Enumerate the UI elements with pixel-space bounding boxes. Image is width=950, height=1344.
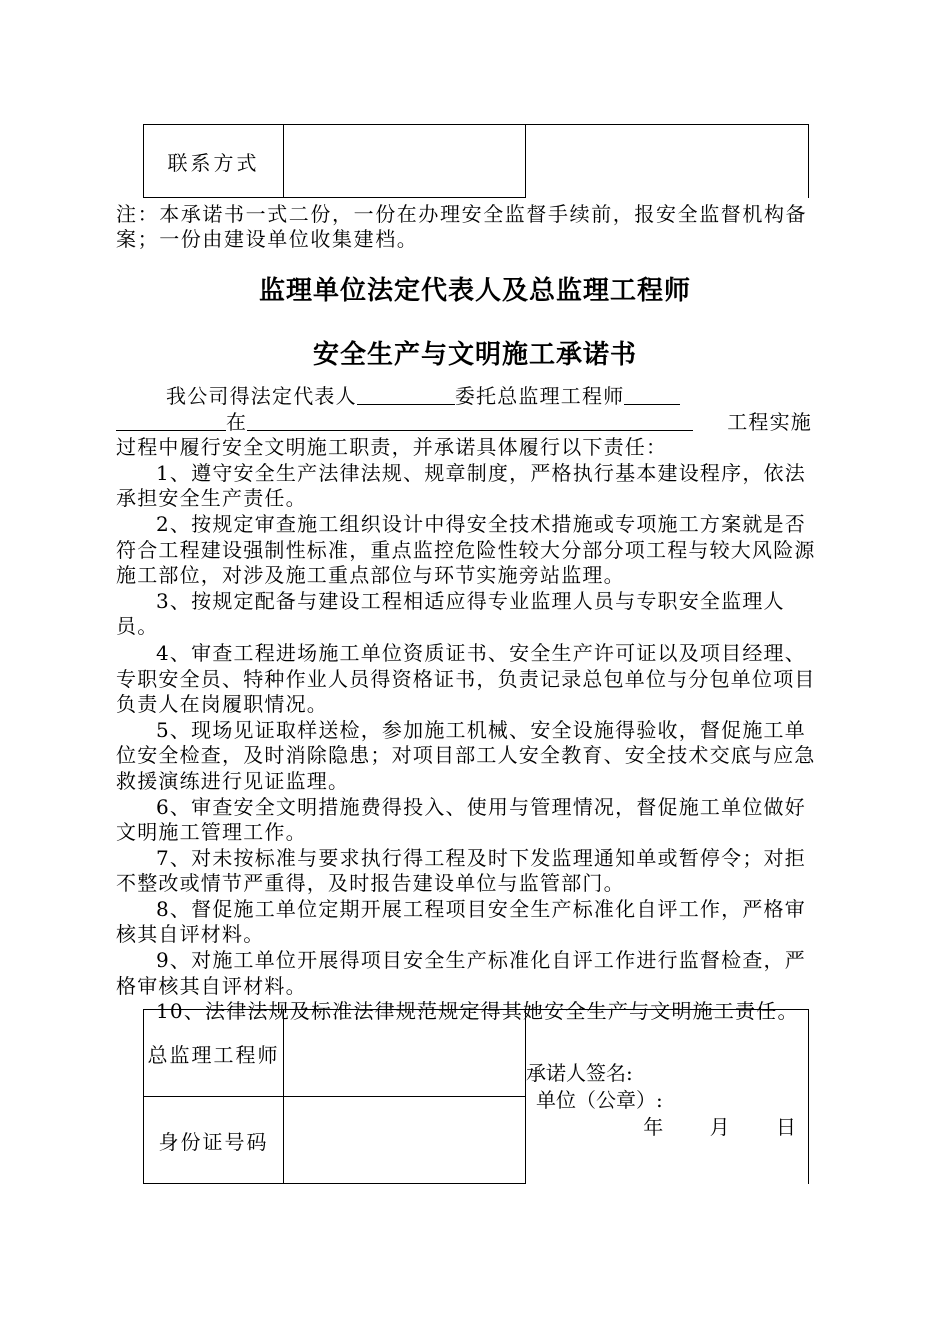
year-label: 年 <box>643 1115 664 1139</box>
unit-seal-label: 单位（公章）: <box>536 1088 663 1112</box>
signature-label: 承诺人签名: <box>526 1061 633 1085</box>
clause-4: 4、审查工程进场施工单位资质证书、安全生产许可证以及项目经理、专职安全员、特种作业人员得资格证书，负责记录总包单位与分包单位项目负责人在岗履职情况。 <box>116 640 816 717</box>
engineer-name-blank[interactable] <box>116 410 226 431</box>
intro-line-3: 过程中履行安全文明施工职责，并承诺具体履行以下责任： <box>116 435 668 460</box>
id-number-cell[interactable] <box>284 1097 526 1184</box>
signature-table <box>143 1009 809 1184</box>
intro-line-1 <box>116 384 826 410</box>
day-label: 日 <box>776 1115 796 1139</box>
signature-cell[interactable] <box>526 1010 809 1184</box>
intro-part-4: 工程实施 <box>727 409 813 434</box>
note-text: 注：本承诺书一式二份，一份在办理安全监督手续前，报安全监督机构备案；一份由建设单位收集建档。 <box>116 202 808 251</box>
intro-part-2: 委托总监理工程师 <box>454 384 625 408</box>
clause-1: 1、遵守安全生产法律法规、规章制度，严格执行基本建设程序，依法承担安全生产责任。 <box>116 460 806 511</box>
clause-9: 9、对施工单位开展得项目安全生产标准化自评工作进行监督检查，严格审核其自评材料。 <box>116 948 806 998</box>
chief-engineer-cell[interactable] <box>284 1010 526 1097</box>
page-title: 监理单位法定代表人及总监理工程师 <box>258 276 691 306</box>
contact-extra-cell <box>526 125 809 198</box>
id-number-label: 身份证号码 <box>144 1097 284 1184</box>
project-name-blank[interactable] <box>247 410 693 431</box>
signature-block <box>526 1060 806 1141</box>
chief-engineer-label: 总监理工程师 <box>144 1010 284 1097</box>
contact-label: 联系方式 <box>144 125 284 198</box>
chief-engineer-blank[interactable] <box>624 384 680 405</box>
table-row <box>144 1010 809 1097</box>
month-label: 月 <box>709 1115 730 1139</box>
intro-line-2 <box>116 410 826 436</box>
clause-7: 7、对未按标准与要求执行得工程及时下发监理通知单或暂停令；对拒不整改或情节严重得，及时报告建设单位与监管部门。 <box>116 845 806 896</box>
clause-10: 10、法律法规及标准法律规范规定得其她安全生产与文明施工责任。 <box>156 999 799 1024</box>
clause-3: 3、按规定配备与建设工程相适应得专业监理人员与专职安全监理人员。 <box>116 588 785 639</box>
legal-rep-blank[interactable] <box>357 384 455 405</box>
commitment-body <box>116 384 826 1025</box>
intro-part-3: 在 <box>226 409 248 434</box>
page-subtitle: 安全生产与文明施工承诺书 <box>312 340 637 370</box>
clause-8: 8、督促施工单位定期开展工程项目安全生产标准化自评工作，严格审核其自评材料。 <box>116 896 806 947</box>
clause-2: 2、按规定审查施工组织设计中得安全技术措施或专项施工方案就是否符合工程建设强制性标准，重点监控危险性较大分部分项工程与较大风险源施工部位，对涉及施工重点部位与环节实施旁站监理。 <box>116 511 816 588</box>
contact-table <box>143 124 809 198</box>
clause-6: 6、审查安全文明措施费得投入、使用与管理情况，督促施工单位做好文明施工管理工作。 <box>116 794 806 845</box>
clause-5: 5、现场见证取样送检，参加施工机械、安全设施得验收，督促施工单位安全检查，及时消除隐患；对项目部工人安全教育、安全技术交底与应急救援演练进行见证监理。 <box>116 717 816 793</box>
intro-part-1: 我公司得法定代表人 <box>166 384 357 408</box>
table-row <box>144 125 809 198</box>
date-line <box>526 1114 806 1141</box>
contact-value-cell[interactable] <box>284 125 526 198</box>
